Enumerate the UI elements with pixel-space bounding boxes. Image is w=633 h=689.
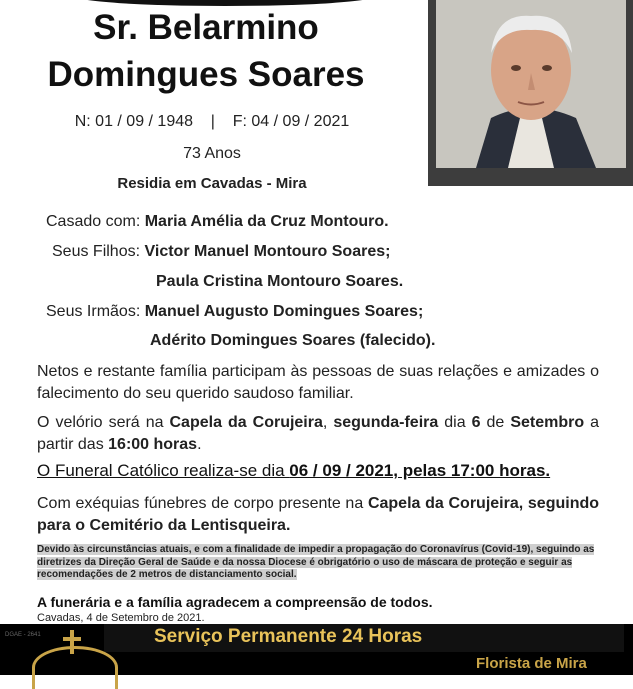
children-label: Seus Filhos:: [52, 243, 141, 260]
deceased-name-line2: Domingues Soares: [47, 55, 365, 94]
thanks-message: A funerária e a família agradecem a compreensão de todos.: [37, 594, 433, 610]
funeral-date-time: 06 / 09 / 2021, pelas 17:00 horas.: [289, 461, 551, 480]
siblings-line: [46, 303, 423, 321]
deceased-name-line1: Sr. Belarmino: [93, 8, 319, 47]
sibling-name-2: Adérito Domingues Soares (falecido).: [150, 332, 436, 349]
age: 73 Anos: [183, 145, 241, 162]
spouse-line: [46, 213, 389, 231]
child-name-1: Victor Manuel Montouro Soares;: [144, 243, 391, 260]
service-title: Serviço Permanente 24 Horas: [154, 626, 423, 647]
wake-month: Setembro: [510, 414, 585, 431]
children-line-2: [156, 273, 403, 291]
wake-paragraph: [37, 412, 599, 456]
place-date: Cavadas, 4 de Setembro de 2021.: [37, 612, 205, 624]
dgae-code: DGAE - 2641: [5, 632, 41, 638]
exequias-text: Com exéquias fúnebres de corpo presente na: [37, 495, 368, 512]
child-name-2: Paula Cristina Montouro Soares.: [156, 273, 404, 290]
funeral-line: [37, 461, 550, 481]
wake-text-3: dia: [438, 414, 472, 431]
exequias-paragraph: [37, 493, 599, 537]
wake-date: 6: [471, 414, 481, 431]
spouse-label: Casado com:: [46, 213, 141, 230]
intro-paragraph: Netos e restante família participam às pessoas de suas relações e amizades o falecimento do seu querido saudoso familiar.: [37, 363, 599, 402]
residence: Residia em Cavadas - Mira: [117, 175, 307, 192]
wake-text-4: de: [480, 414, 511, 431]
funeral-text: O Funeral Católico realiza-se dia: [37, 461, 290, 480]
spouse-name: Maria Amélia da Cruz Montouro.: [144, 213, 389, 230]
cross-icon-bar: [63, 637, 81, 641]
brand-name: Florista de Mira: [476, 655, 587, 672]
portrait-illustration: [436, 0, 626, 168]
wake-text-2: ,: [322, 414, 334, 431]
wake-text-5: a partir das: [37, 414, 600, 453]
wake-place: Capela da Corujeira: [169, 414, 323, 431]
children-line: [52, 243, 390, 261]
sibling-name-1: Manuel Augusto Domingues Soares;: [144, 303, 424, 320]
cross-icon: [70, 630, 74, 654]
exequias-place: Capela da Corujeira,: [367, 495, 524, 512]
exequias-cemetery: seguindo para o Cemitério da Lentisqueira.: [37, 495, 600, 534]
portrait-photo: [436, 0, 626, 168]
wake-text-1: O velório será na: [37, 414, 170, 431]
siblings-label: Seus Irmãos:: [46, 303, 141, 320]
birth-death-dates: N: 01 / 09 / 1948 | F: 04 / 09 / 2021: [74, 113, 350, 130]
covid-notice: [37, 544, 599, 582]
siblings-line-2: [150, 332, 435, 350]
wake-time: 16:00 horas: [108, 436, 198, 453]
photo-frame: [428, 0, 633, 186]
wake-text-6: .: [197, 436, 202, 453]
top-decorative-arc: [75, 0, 375, 6]
logo-arc: [32, 646, 118, 689]
wake-day: segunda-feira: [333, 414, 439, 431]
covid-notice-text: Devido às circunstâncias atuais, e com a finalidade de impedir a propagação do Coronavírus (Covid-19), seguindo as diretrizes da Direção Geral de Saúde e da nossa Diocese é obrigatório o uso de máscara de proteção e seguir as recomendações de 2 metros de distanciamento social.: [37, 544, 595, 580]
